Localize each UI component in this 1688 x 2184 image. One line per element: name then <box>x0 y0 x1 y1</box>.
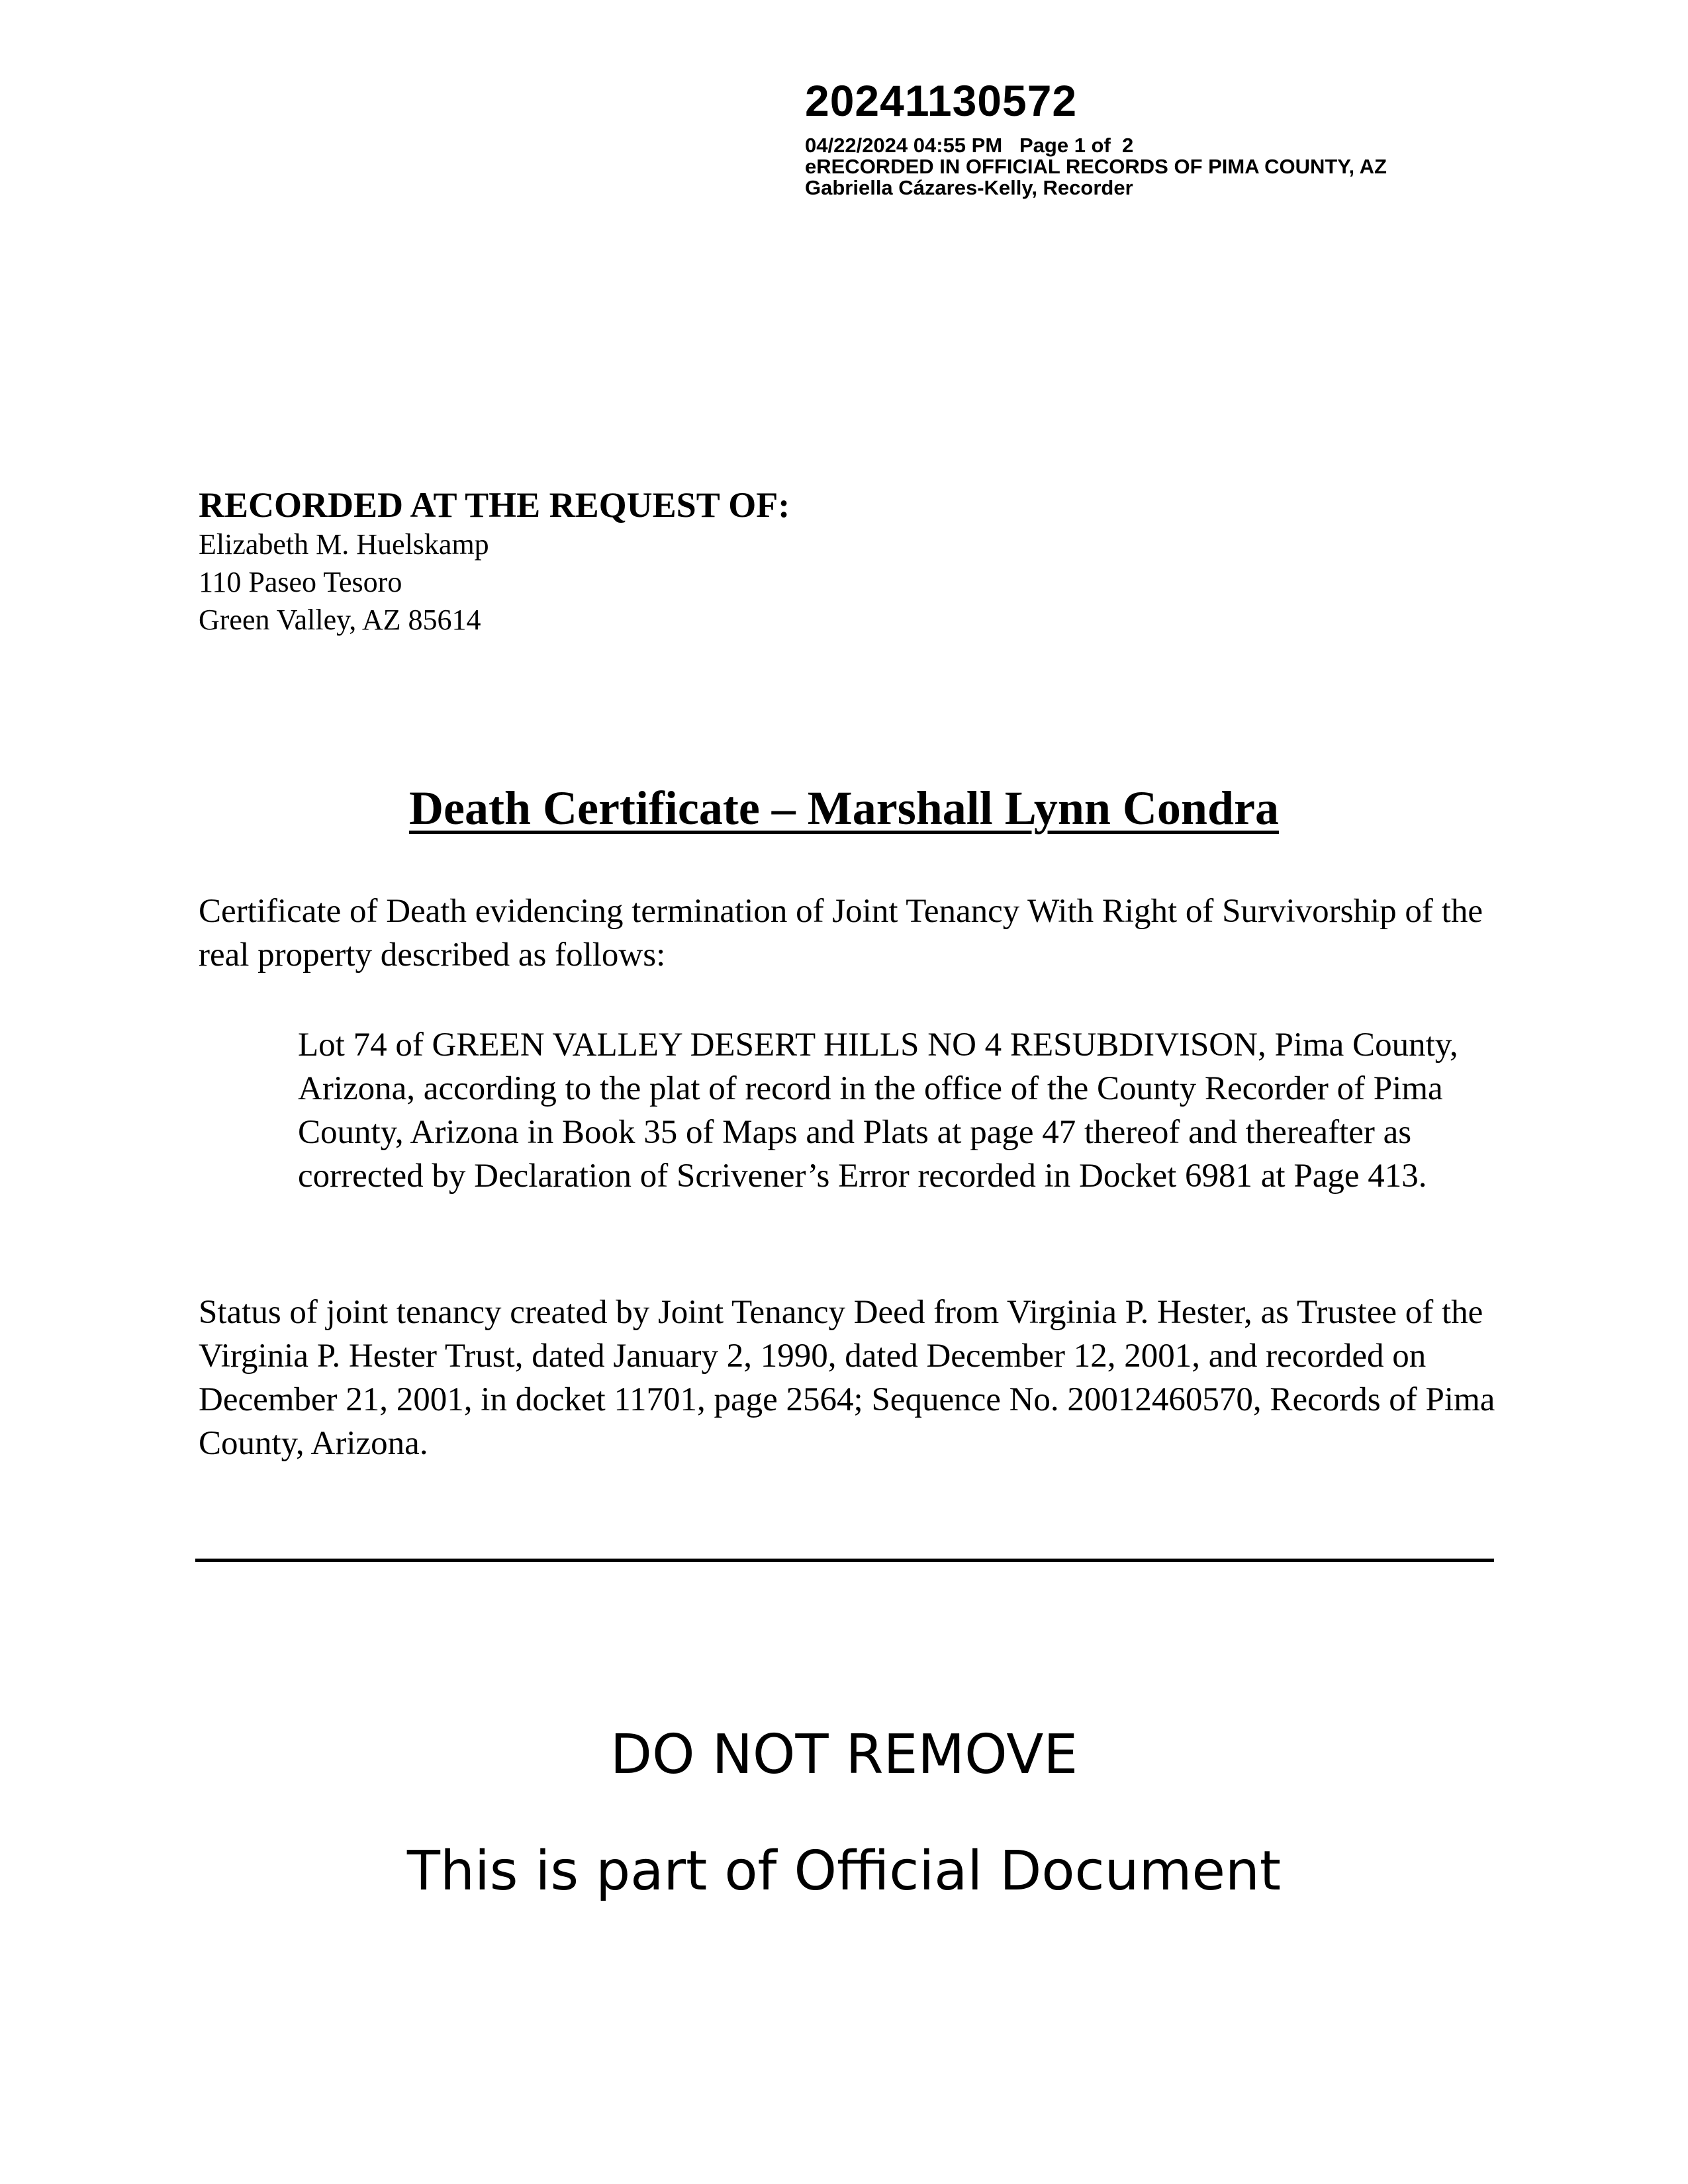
legal-description: Lot 74 of GREEN VALLEY DESERT HILLS NO 4 RESUBDIVISON, Pima County, Arizona, according to the plat of record in the office of the County Recorder of Pima County, Arizona in Book 35 of Maps and Plats at page 47 thereof and thereafter as corrected by Declaration of Scrivener’s Error recorded in Docket 6981 at Page 413. <box>298 1026 1458 1195</box>
do-not-remove-notice: DO NOT REMOVE <box>610 1723 1078 1786</box>
horizontal-divider <box>195 1559 1494 1562</box>
intro-paragraph: Certificate of Death evidencing termination of Joint Tenancy With Right of Survivorship of the real property described as follows: <box>199 893 1483 974</box>
requester-street: 110 Paseo Tesoro <box>199 566 402 598</box>
recording-stamp <box>805 74 1387 199</box>
requester-block <box>199 484 790 639</box>
requester-city-state-zip: Green Valley, AZ 85614 <box>199 604 481 636</box>
document-title: Death Certificate – Marshall Lynn Condra <box>409 782 1279 835</box>
recorded-official-records-line: eRECORDED IN OFFICIAL RECORDS OF PIMA COUNTY, AZ <box>805 155 1387 178</box>
recording-datetime-page: 04/22/2024 04:55 PM Page 1 of 2 <box>805 134 1134 157</box>
requester-name: Elizabeth M. Huelskamp <box>199 528 489 561</box>
requester-heading: RECORDED AT THE REQUEST OF: <box>199 485 790 525</box>
recorder-name-line: Gabriella Cázares-Kelly, Recorder <box>805 176 1133 199</box>
document-number: 20241130572 <box>805 76 1078 125</box>
joint-tenancy-status-paragraph: Status of joint tenancy created by Joint Tenancy Deed from Virginia P. Hester, as Trustee of the Virginia P. Hester Trust, dated January 2, 1990, dated December 12, 2001, and recorded on December 21, 2001, in docket 11701, page 2564; Sequence No. 20012460570, Records of Pima County, Arizona. <box>199 1294 1495 1462</box>
official-document-notice: This is part of Official Document <box>406 1840 1282 1903</box>
